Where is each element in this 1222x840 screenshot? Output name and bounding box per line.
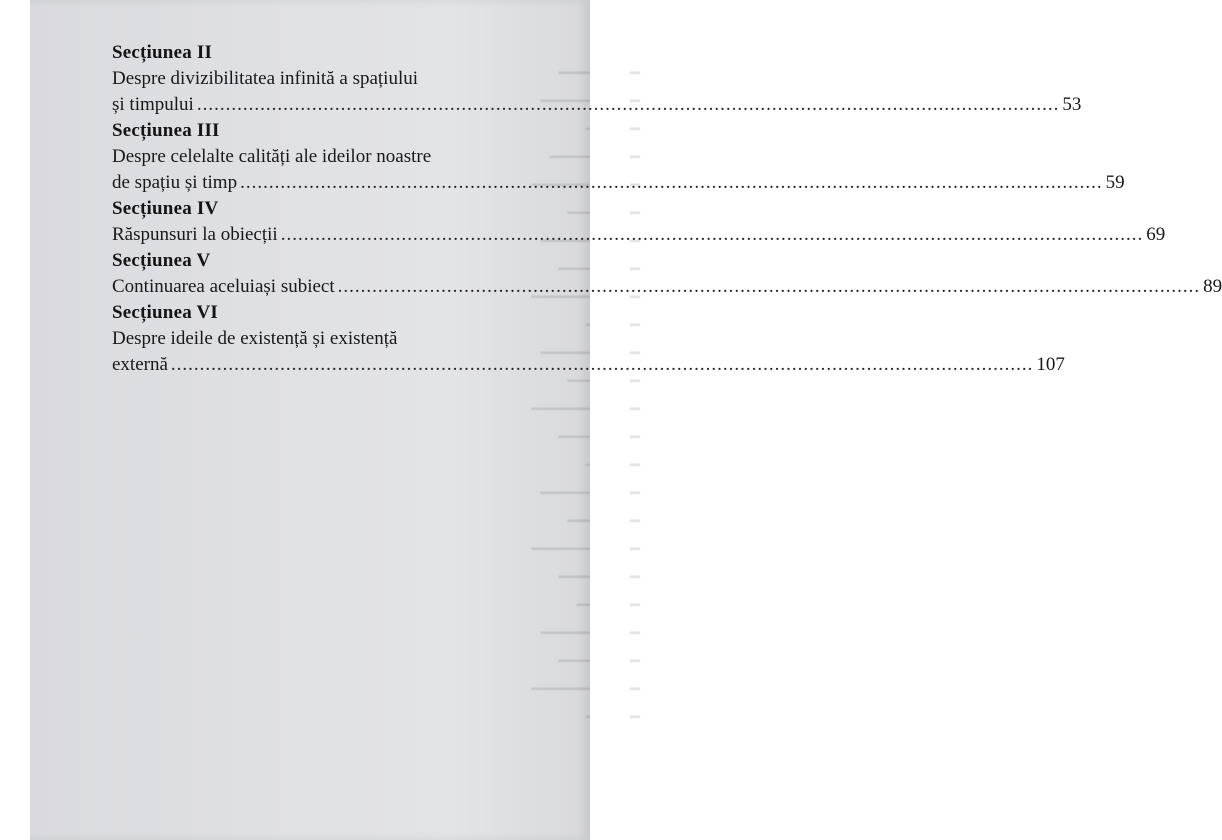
toc-page-number: 69 <box>1146 224 1166 245</box>
dot-leader <box>281 222 1144 248</box>
toc-entry-last-line <box>112 170 1125 196</box>
toc-page-number: 107 <box>1036 354 1065 375</box>
bleed-through-text: ━━━━━━━━━━━━ ━━━━━━━━━━━━ ━━━━━━━━━━━━ ━━━━━━━━━━━━ ━━━━━━━━━━━━ <box>531 178 640 698</box>
toc-entry-text: Răspunsuri la obiecții <box>112 224 278 245</box>
toc-entry-last-line <box>112 352 1065 378</box>
toc-section-iii <box>112 118 1125 196</box>
dot-leader <box>240 170 1103 196</box>
toc-entry-title-line: Despre divizibilitatea infinită a spațiului <box>112 68 419 89</box>
toc-entry-last-line <box>112 92 1082 118</box>
toc-entry-title-line: Despre ideile de existență și existență <box>112 328 398 349</box>
dot-leader <box>338 274 1201 300</box>
toc-page-number: 59 <box>1105 172 1125 193</box>
toc-page-number: 53 <box>1062 94 1082 115</box>
toc-heading: Secțiunea III <box>112 120 220 141</box>
table-of-contents <box>112 40 1222 378</box>
toc-entry-text: externă <box>112 354 168 375</box>
toc-entry-text: Continuarea aceluiași subiect <box>112 276 335 297</box>
toc-heading: Secțiunea IV <box>112 198 219 219</box>
toc-heading: Secțiunea VI <box>112 302 219 323</box>
dot-leader <box>197 92 1060 118</box>
toc-entry-text: de spațiu și timp <box>112 172 238 193</box>
dot-leader <box>171 352 1034 378</box>
toc-entry-last-line <box>112 274 1222 300</box>
toc-heading: Secțiunea V <box>112 250 211 271</box>
page-edge-background <box>590 0 630 840</box>
toc-section-iv <box>112 196 1166 248</box>
toc-entry-title-line: Despre celelalte calități ale ideilor noastre <box>112 146 432 167</box>
toc-entry-last-line <box>112 222 1166 248</box>
toc-page-number: 89 <box>1203 276 1222 297</box>
toc-section-ii <box>112 40 1082 118</box>
toc-entry-text: și timpului <box>112 94 194 115</box>
toc-section-vi <box>112 300 1065 378</box>
toc-section-v <box>112 248 1222 300</box>
toc-heading: Secțiunea II <box>112 42 213 63</box>
